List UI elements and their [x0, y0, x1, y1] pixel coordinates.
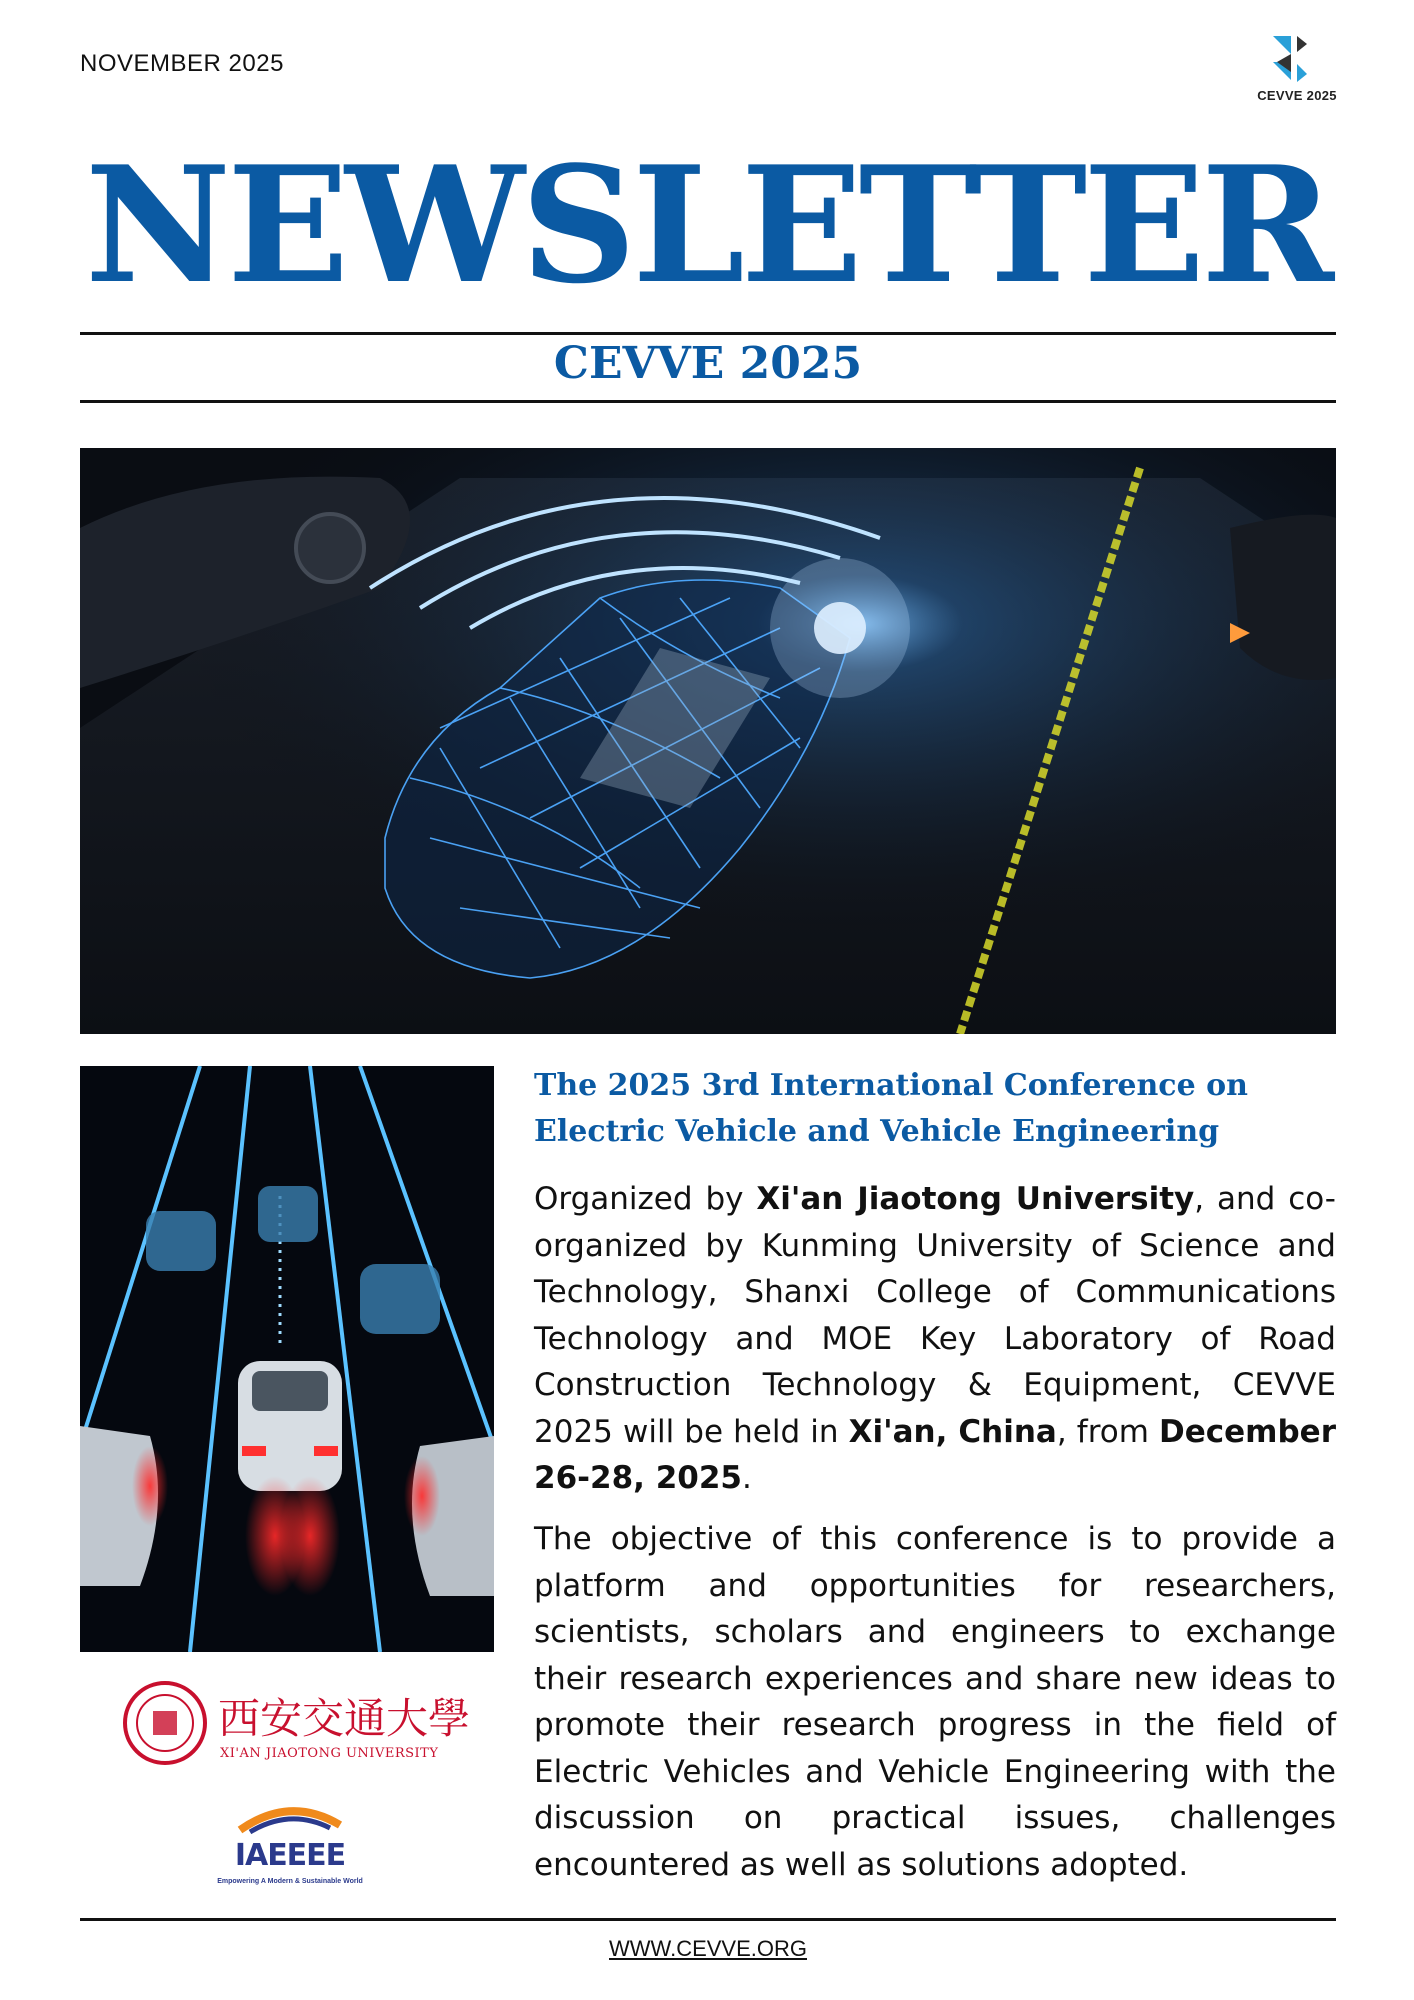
- newsletter-headline: NEWSLETTER: [84, 131, 1331, 319]
- conference-title-line1: The 2025 3rd International Conference on: [534, 1068, 1248, 1103]
- p1-text-3: , from: [1056, 1413, 1160, 1450]
- xjtu-english-name: XI'AN JIAOTONG UNIVERSITY: [220, 1746, 439, 1761]
- divider-bottom: [80, 400, 1336, 403]
- iaeeee-tagline: Empowering A Modern & Sustainable World: [217, 1878, 363, 1885]
- conference-title: [534, 1063, 1334, 1155]
- p1-text-1: Organized by: [534, 1181, 757, 1217]
- p1-text-2: , and co-organized by Kunming University of Science and Technology, Shanxi College of Communications Technology and MOE Key Laboratory of Road Construction Technology & Equipment, CEVVE 2025 will be held in: [534, 1181, 1336, 1450]
- cevve-logo-mark-icon: [1247, 30, 1347, 88]
- hero-image-wireframe-car: [80, 448, 1336, 1034]
- p1-location: Xi'an, China: [848, 1413, 1057, 1450]
- divider-top: [80, 332, 1336, 335]
- iaeeee-name: IAEEEE: [234, 1838, 346, 1873]
- xjtu-chinese-name: 西安交通大學: [218, 1694, 471, 1743]
- objective-paragraph: The objective of this conference is to provide a platform and opportunities for researchers, scientists, scholars and engineers to exchange their research experiences and share new ideas to promote their research progress in the field of Electric Vehicles and Vehicle Engineering with the discussion on practical issues, challenges encountered as well as solutions adopted.: [534, 1521, 1336, 1883]
- organizers-paragraph: [534, 1176, 1336, 1502]
- iaeeee-logo: [210, 1800, 370, 1892]
- cevve-logo: [1247, 30, 1347, 114]
- p1-organizer: Xi'an Jiaotong University: [756, 1181, 1195, 1217]
- footer-divider: [80, 1918, 1336, 1921]
- conference-subtitle: CEVVE 2025: [553, 338, 863, 389]
- side-image-highway-cars: [80, 1066, 494, 1652]
- cevve-logo-label: CEVVE 2025: [1257, 88, 1337, 103]
- conference-title-line2: Electric Vehicle and Vehicle Engineering: [534, 1114, 1220, 1149]
- p1-text-4: .: [742, 1460, 752, 1496]
- xjtu-logo: [120, 1678, 471, 1778]
- website-link[interactable]: WWW.CEVVE.ORG: [609, 1936, 807, 1961]
- p1-dates: December 26-28, 2025: [534, 1413, 1336, 1496]
- issue-date: NOVEMBER 2025: [80, 50, 284, 77]
